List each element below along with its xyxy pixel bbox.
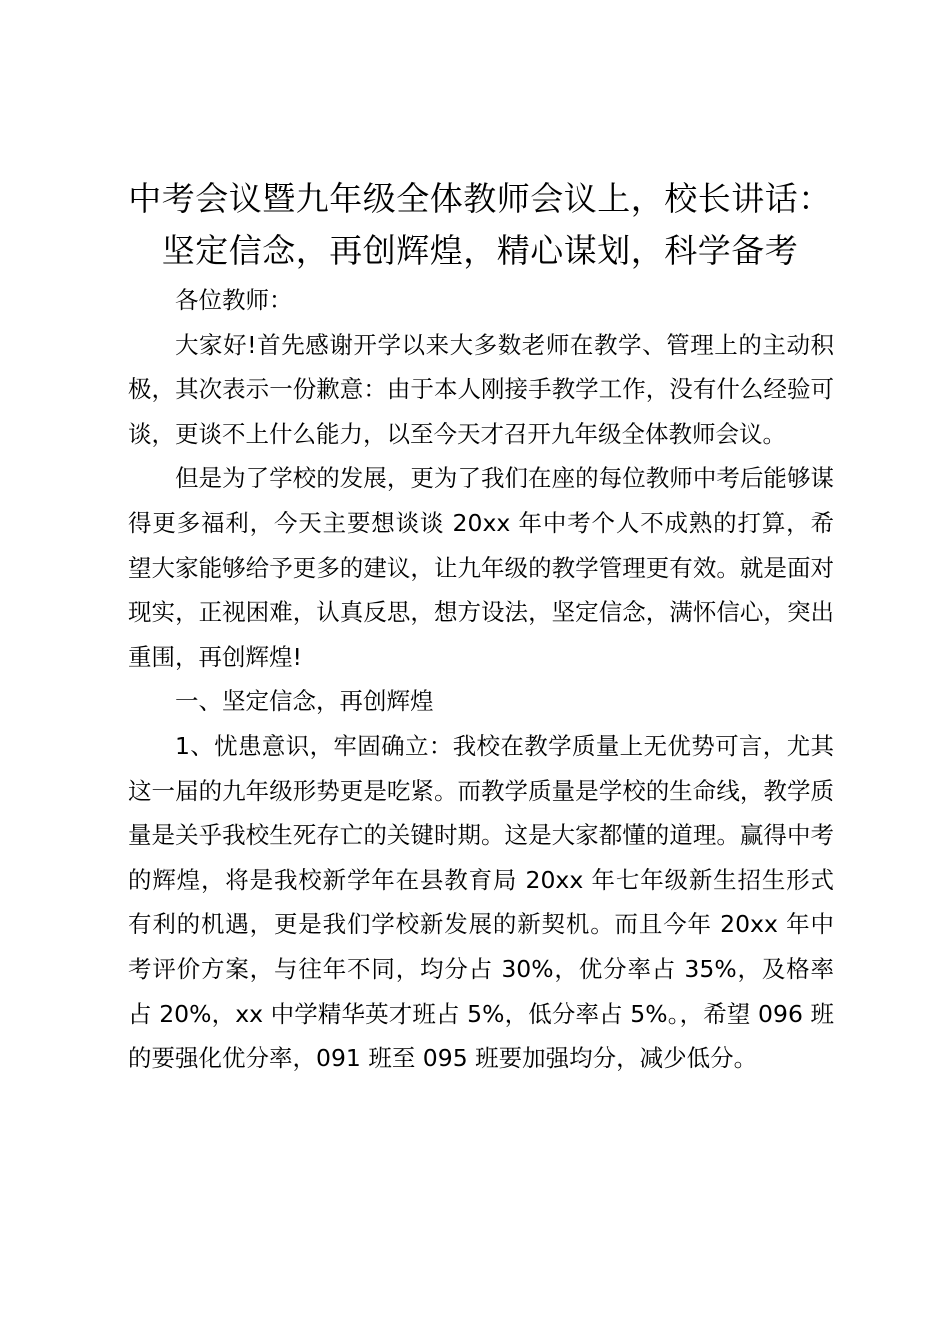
section-heading-1: 一、坚定信念，再创辉煌 <box>175 687 434 716</box>
salutation: 各位教师： <box>175 286 293 314</box>
document-title: 中考会议暨九年级全体教师会议上，校长讲话：坚定信念，再创辉煌，精心谋划，科学备考 <box>128 179 832 270</box>
paragraph-intent: 但是为了学校的发展，更为了我们在座的每位教师中考后能够谋得更多福利，今天主要想谈谈 20xx 年中考个人不成熟的打算，希望大家能够给予更多的建议，让九年级的教学管理更有效。就是面对现实，正视困难，认真反思，想方设法，坚定信念，满怀信心，突出重围，再创辉煌! <box>128 464 834 671</box>
document-body <box>128 278 834 1081</box>
paragraph-greeting: 大家好!首先感谢开学以来大多数老师在教学、管理上的主动积极，其次表示一份歉意：由于本人刚接手教学工作，没有什么经验可谈，更谈不上什么能力，以至今天才召开九年级全体教师会议。 <box>128 330 834 448</box>
paragraph-point-1: 1、忧患意识，牢固确立：我校在教学质量上无优势可言，尤其这一届的九年级形势更是吃紧。而教学质量是学校的生命线，教学质量是关乎我校生死存亡的关键时期。这是大家都懂的道理。赢得中考的辉煌，将是我校新学年在县教育局 20xx 年七年级新生招生形式有利的机遇，更是我们学校新发展的新契机。而且今年 20xx 年中考评价方案，与往年不同，均分占 30%，优分率占 35%，及格率占 20%，xx 中学精华英才班占 5%，低分率占 5%。，希望 096 班的要强化优分率，091 班至 095 班要加强均分，减少低分。 <box>128 731 834 1073</box>
